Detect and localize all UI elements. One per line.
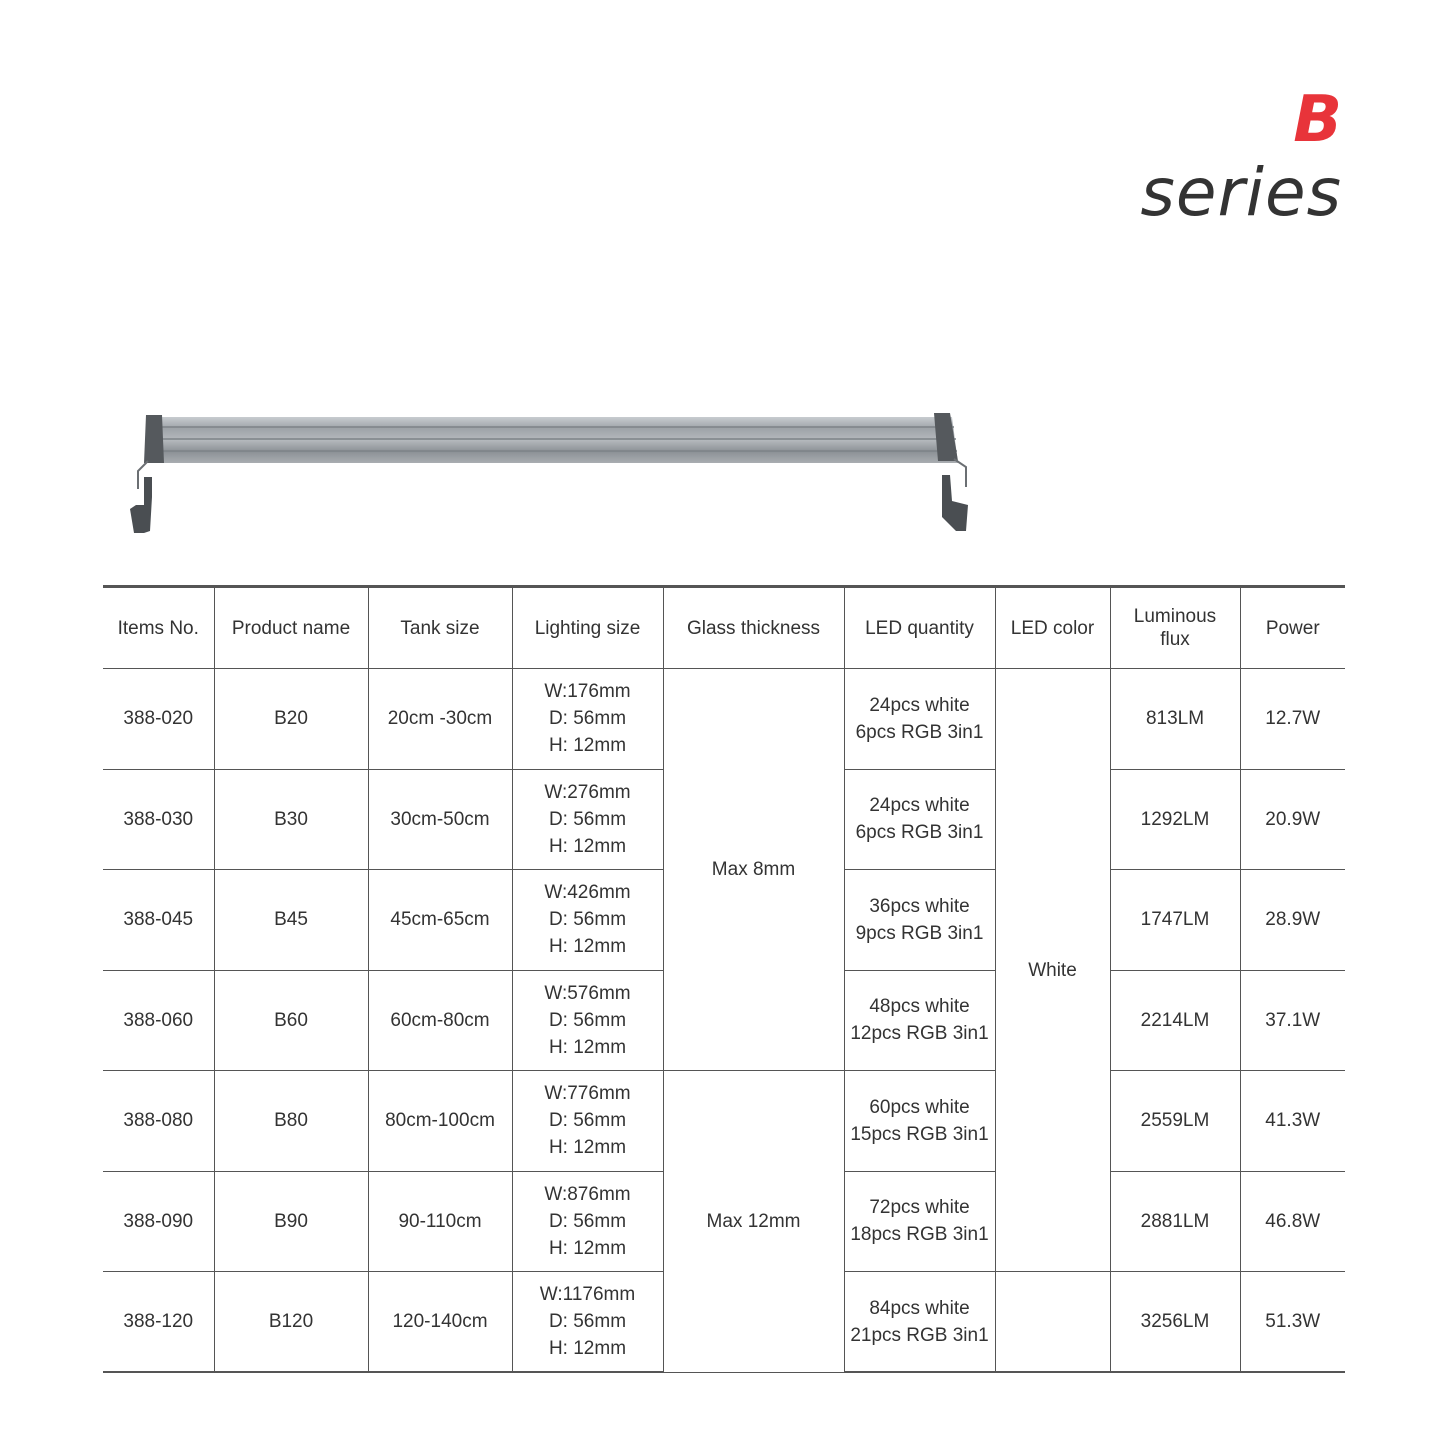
size-width: W:776mm (544, 1083, 631, 1105)
product-name: B90 (214, 1171, 368, 1272)
led-quantity (844, 870, 995, 971)
led-white-count: 72pcs white (869, 1197, 970, 1219)
power: 28.9W (1240, 870, 1345, 971)
led-rgb-count: 6pcs RGB 3in1 (855, 721, 984, 743)
size-height: H: 12mm (548, 1338, 627, 1359)
power: 46.8W (1240, 1171, 1345, 1272)
size-depth: D: 56mm (548, 1009, 627, 1031)
luminous-flux: 2881LM (1110, 1171, 1240, 1272)
lighting-size (512, 1071, 663, 1172)
header-led-color: LED color (995, 587, 1110, 669)
led-white-count: 24pcs white (869, 795, 970, 817)
lighting-size (512, 870, 663, 971)
size-width: W:276mm (544, 781, 631, 803)
size-depth: D: 56mm (548, 909, 627, 931)
lighting-size (512, 669, 663, 770)
item-number: 388-045 (103, 870, 214, 971)
tank-size: 30cm-50cm (368, 769, 512, 870)
led-color-empty (995, 1272, 1110, 1373)
glass-thickness: Max 12mm (663, 1071, 844, 1373)
led-color: White (995, 669, 1110, 1272)
power: 41.3W (1240, 1071, 1345, 1172)
power: 37.1W (1240, 970, 1345, 1071)
product-name: B60 (214, 970, 368, 1071)
item-number: 388-080 (103, 1071, 214, 1172)
lighting-size (512, 1272, 663, 1373)
led-rgb-count: 18pcs RGB 3in1 (850, 1224, 989, 1246)
header-row (103, 587, 1345, 669)
size-height: H: 12mm (548, 735, 627, 757)
product-name: B20 (214, 669, 368, 770)
led-quantity (844, 1272, 995, 1373)
luminous-flux: 3256LM (1110, 1272, 1240, 1373)
led-quantity (844, 769, 995, 870)
item-number: 388-020 (103, 669, 214, 770)
header-tank-size: Tank size (368, 587, 512, 669)
tank-size: 20cm -30cm (368, 669, 512, 770)
size-width: W:176mm (544, 681, 631, 703)
size-depth: D: 56mm (548, 708, 627, 730)
item-number: 388-120 (103, 1272, 214, 1373)
series-letter: B (1293, 83, 1342, 157)
luminous-flux: 2559LM (1110, 1071, 1240, 1172)
tank-size: 80cm-100cm (368, 1071, 512, 1172)
lighting-size (512, 769, 663, 870)
glass-thickness: Max 8mm (663, 669, 844, 1071)
led-light-bar-image (120, 405, 980, 545)
led-white-count: 24pcs white (869, 694, 970, 716)
table-row (103, 1071, 1345, 1172)
size-depth: D: 56mm (548, 1210, 627, 1232)
size-width: W:1176mm (539, 1284, 636, 1305)
led-rgb-count: 21pcs RGB 3in1 (850, 1324, 989, 1346)
product-name: B45 (214, 870, 368, 971)
tank-size: 90-110cm (368, 1171, 512, 1272)
luminous-flux: 813LM (1110, 669, 1240, 770)
size-height: H: 12mm (548, 1036, 627, 1058)
size-height: H: 12mm (548, 835, 627, 857)
led-quantity (844, 970, 995, 1071)
lighting-size (512, 970, 663, 1071)
series-title: series (1140, 154, 1342, 231)
table-row (103, 669, 1345, 770)
size-height: H: 12mm (548, 936, 627, 958)
led-white-count: 84pcs white (869, 1297, 970, 1319)
lighting-size (512, 1171, 663, 1272)
led-quantity (844, 669, 995, 770)
led-white-count: 36pcs white (869, 895, 970, 917)
size-depth: D: 56mm (548, 808, 627, 830)
product-name: B80 (214, 1071, 368, 1172)
led-rgb-count: 6pcs RGB 3in1 (855, 822, 984, 844)
header-items-no: Items No. (103, 587, 214, 669)
power: 12.7W (1240, 669, 1345, 770)
size-depth: D: 56mm (548, 1110, 627, 1132)
size-width: W:876mm (544, 1183, 631, 1205)
header-product-name: Product name (214, 587, 368, 669)
power: 51.3W (1240, 1272, 1345, 1373)
luminous-flux: 1292LM (1110, 769, 1240, 870)
size-width: W:426mm (544, 882, 631, 904)
led-rgb-count: 12pcs RGB 3in1 (850, 1023, 989, 1045)
tank-size: 45cm-65cm (368, 870, 512, 971)
product-name: B30 (214, 769, 368, 870)
luminous-flux: 2214LM (1110, 970, 1240, 1071)
led-rgb-count: 15pcs RGB 3in1 (850, 1123, 989, 1145)
header-luminous-flux: Luminous flux (1110, 587, 1240, 669)
led-quantity (844, 1071, 995, 1172)
header-led-quantity: LED quantity (844, 587, 995, 669)
led-rgb-count: 9pcs RGB 3in1 (855, 922, 984, 944)
led-white-count: 48pcs white (869, 996, 970, 1018)
size-width: W:576mm (544, 982, 631, 1004)
header-glass-thickness: Glass thickness (663, 587, 844, 669)
led-white-count: 60pcs white (869, 1096, 970, 1118)
size-depth: D: 56mm (548, 1311, 627, 1332)
item-number: 388-090 (103, 1171, 214, 1272)
led-quantity (844, 1171, 995, 1272)
header-lighting-size: Lighting size (512, 587, 663, 669)
product-name: B120 (214, 1272, 368, 1373)
item-number: 388-060 (103, 970, 214, 1071)
tank-size: 60cm-80cm (368, 970, 512, 1071)
luminous-flux: 1747LM (1110, 870, 1240, 971)
header-power: Power (1240, 587, 1345, 669)
size-height: H: 12mm (548, 1237, 627, 1259)
power: 20.9W (1240, 769, 1345, 870)
size-height: H: 12mm (548, 1137, 627, 1159)
specification-table (103, 585, 1345, 1373)
tank-size: 120-140cm (368, 1272, 512, 1373)
item-number: 388-030 (103, 769, 214, 870)
